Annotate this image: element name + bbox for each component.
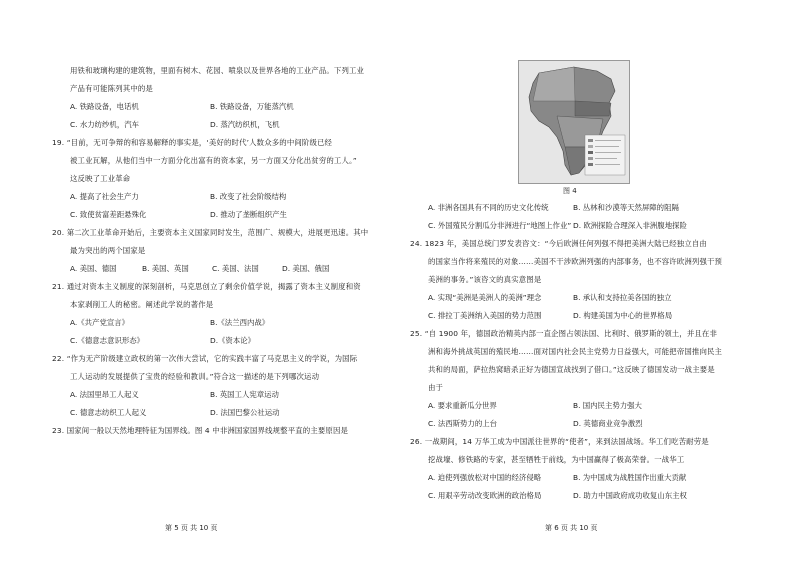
- option: C. 美国、法国: [212, 264, 259, 273]
- option: C. 排拉丁美洲纳入美国的势力范围: [428, 311, 542, 320]
- option: C. 德意志纺织工人起义: [70, 408, 147, 417]
- option: B. 丛林和沙漠等天然屏障的阻隔: [573, 203, 679, 212]
- text-line: 洲和海外挑战英国的殖民地……面对国内社会民主党势力日益强大，可能把帝国推向民主: [428, 347, 723, 356]
- question-25: 25. “自 1900 年，德国政治精英内部一直企图占领法国、比利时、俄罗斯的领土，并且在非: [410, 329, 718, 338]
- text-line: 产品有可能陈列其中的是: [70, 84, 153, 93]
- option: A. 非洲各国具有不同的历史文化传统: [428, 203, 549, 212]
- question-22: 22. “作为无产阶级建立政权的第一次伟大尝试，它的实践丰富了马克思主义的学说，为国际: [52, 354, 358, 363]
- option: C. 法西斯势力的上台: [428, 419, 497, 428]
- africa-map-figure: [518, 60, 630, 184]
- option: D. 法国巴黎公社运动: [210, 408, 280, 417]
- option: D. 蒸汽纺织机，飞机: [210, 120, 280, 129]
- option: D. 推动了垄断组织产生: [210, 210, 287, 219]
- option: D. 构建美国为中心的世界格局: [573, 311, 673, 320]
- option: C.《德意志意识形态》: [70, 336, 145, 345]
- option: A. 美国、德国: [70, 264, 117, 273]
- text-line: 挖战壕、修铁路的专家，甚至牺牲于前线，为中国赢得了极高荣誉。一战华工: [428, 455, 685, 464]
- option: B. 改变了社会阶级结构: [210, 192, 287, 201]
- text-line: 最为突出的两个国家是: [70, 246, 146, 255]
- text-line: 本家剥削工人的秘密。阐述此学说的著作是: [70, 300, 214, 309]
- option: A. 法国里昂工人起义: [70, 390, 139, 399]
- option: D. 美国、俄国: [282, 264, 330, 273]
- question-24: 24. 1823 年，美国总统门罗发表咨文：“今后欧洲任何列强不得把美洲大陆已经独立自由: [410, 239, 707, 248]
- option: C. 致使贫富差距悬殊化: [70, 210, 147, 219]
- option: B.《法兰西内战》: [210, 318, 270, 327]
- option: B. 英国工人宪章运动: [210, 390, 279, 399]
- text-line: 被工业瓦解，从他们当中一方面分化出富有的资本家，另一方面又分化出贫穷的工人。”: [70, 156, 357, 165]
- option: B. 铁路设备，万能蒸汽机: [210, 102, 294, 111]
- text-line: 工人运动的发展提供了宝贵的经验和教训。”符合这一描述的是下列哪次运动: [70, 372, 320, 381]
- option: B. 美国、英国: [142, 264, 189, 273]
- option: A.《共产党宣言》: [70, 318, 130, 327]
- text-line: 由于: [428, 383, 444, 392]
- question-21: 21. 通过对资本主义制度的深刻剖析，马克思创立了剩余价值学说，揭露了资本主义制度和资: [52, 282, 361, 291]
- option: D. 英德商业竞争激烈: [573, 419, 643, 428]
- text-line: 美洲的事务。”该咨文的真实意图是: [428, 275, 542, 284]
- text-line: 这反映了工业革命: [70, 174, 131, 183]
- option: D. 助力中国政府成功收复山东主权: [573, 491, 687, 500]
- figure-caption: 图 4: [563, 187, 577, 195]
- option: A. 提高了社会生产力: [70, 192, 139, 201]
- option: A. 迫使列强放松对中国的经济侵略: [428, 473, 542, 482]
- text-line: 的国家当作将来殖民的对象……美国不干涉欧洲列强的内部事务，也不容许欧洲列强干预: [428, 257, 723, 266]
- option: D.《资本论》: [210, 336, 255, 345]
- option: B. 承认和支持拉美各国的独立: [573, 293, 672, 302]
- page-footer: 第 6 页 共 10 页: [545, 524, 598, 532]
- africa-map-icon: [519, 61, 629, 183]
- page-footer: 第 5 页 共 10 页: [165, 524, 218, 532]
- option: C. 用艰辛劳动改变欧洲的政治格局: [428, 491, 542, 500]
- question-20: 20. 第二次工业革命开始后，主要资本主义国家同时发生，范围广、规模大，进展更迅速。其中: [52, 228, 369, 237]
- question-23: 23. 国家间一般以天然地理特征为国界线。图 4 中非洲国家国界线规整平直的主要原因是: [52, 426, 349, 435]
- text-line: 用铁和玻璃构建的建筑物，里面有树木、花园、喷泉以及世界各地的工业产品。下列工业: [70, 66, 365, 75]
- question-26: 26. 一战期间，14 万华工成为中国派往世界的“使者”，来到法国战场。华工们吃苦耐劳是: [410, 437, 709, 446]
- option: D. 欧洲探险合理深入非洲腹地探险: [573, 221, 687, 230]
- text-line: 共和的局面，萨拉热窝暗杀正好为德国宣战找到了借口。”这反映了德国发动一战主要是: [428, 365, 715, 374]
- option: A. 实现“美洲是美洲人的美洲”理念: [428, 293, 542, 302]
- question-19: 19. “目前，无可争辩的和容易解释的事实是，‘美好的时代’人数众多的中间阶级已经: [52, 138, 333, 147]
- option: C. 水力纺纱机，汽车: [70, 120, 139, 129]
- option: C. 外国殖民分割瓜分非洲进行“地图上作业”: [428, 221, 572, 230]
- option: B. 为中国成为战胜国作出重大贡献: [573, 473, 687, 482]
- option: B. 国内民主势力强大: [573, 401, 642, 410]
- option: A. 铁路设备，电话机: [70, 102, 139, 111]
- option: A. 要求重新瓜分世界: [428, 401, 497, 410]
